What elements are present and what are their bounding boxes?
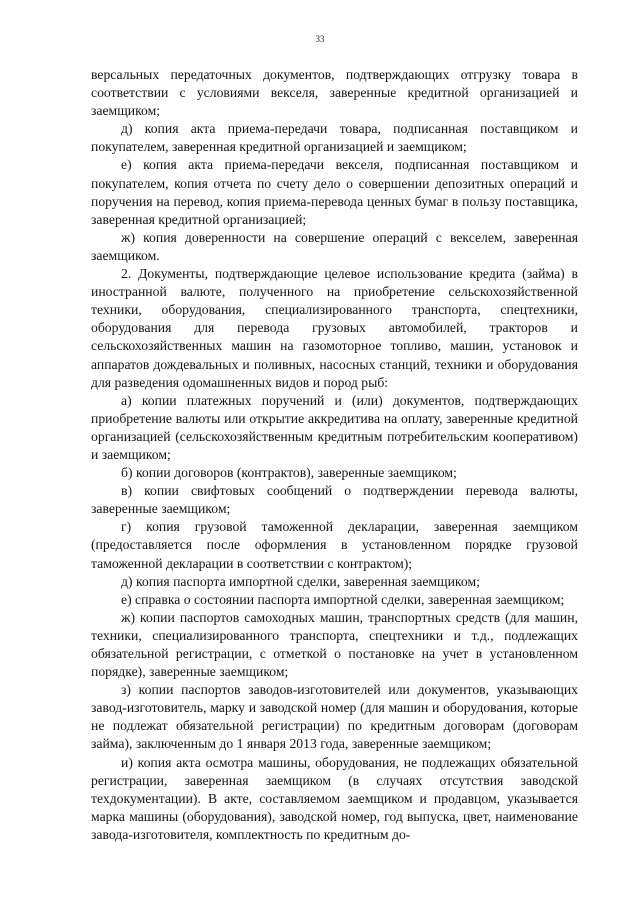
paragraph-item-a: а) копии платежных поручений и (или) документов, подтверждающих приобретение валюты или открытие аккредитива на оплату, заверенные кредитной организацией (сельскохозяйственным кредитным потребительским кооперативом) и заемщиком; <box>91 392 578 462</box>
page-number: 33 <box>315 34 325 44</box>
paragraph-continuation: версальных передаточных документов, подтверждающих отгрузку товара в соответствии с условиями векселя, заверенные кредитной организацией и заемщиком; <box>91 67 578 119</box>
paragraph-item-e2: е) справка о состоянии паспорта импортной сделки, заверенная заемщиком; <box>121 591 565 607</box>
paragraph-item-i: и) копия акта осмотра машины, оборудования, не подлежащих обязательной регистрации, заверенная заемщиком (в случаях отсутствия заводской техдокументации). В акте, составляемом заемщиком и продавцом, указывается марка машины (оборудования), заводской номер, год выпуска, цвет, наименование завода-изготовителя, комплектность по кредитным до- <box>91 754 578 842</box>
paragraph-item-b: б) копии договоров (контрактов), заверенные заемщиком; <box>121 465 457 481</box>
paragraph-item-g: г) копия грузовой таможенной декларации, заверенная заемщиком (предоставляется после оформления в установленном порядке грузовой таможенной декларации в соответствии с контрактом); <box>91 519 578 571</box>
paragraph-item-zh: ж) копия доверенности на совершение операций с векселем, заверенная заемщиком. <box>91 229 578 263</box>
paragraph-item-z: з) копии паспортов заводов-изготовителей или документов, указывающих завод-изготовитель, марку и заводской номер (для машин и оборудования, которые не подлежат обязательной регистрации) по кредитным договорам (договорам займа), заключенным до 1 января 2013 года, заверенные заемщиком; <box>91 682 578 752</box>
paragraph-item-d2: д) копия паспорта импортной сделки, заверенная заемщиком; <box>121 573 480 589</box>
body-text <box>91 66 578 844</box>
paragraph-section-2: 2. Документы, подтверждающие целевое использование кредита (займа) в иностранной валюте, полученного на приобретение сельскохозяйственной техники, оборудования, специализированного транспорта, спецтехники, оборудования для перевода грузовых автомобилей, тракторов и сельскохозяйственных машин на газомоторное топливо, машин, установок и аппаратов дождевальных и поливных, насосных станций, техники и оборудования для разведения одомашненных видов и пород рыб: <box>91 266 578 390</box>
paragraph-item-zh2: ж) копии паспортов самоходных машин, транспортных средств (для машин, техники, специализированного транспорта, спецтехники и т.д., подлежащих обязательной регистрации, с отметкой о постановке на учет в установленном порядке), заверенные заемщиком; <box>91 609 578 680</box>
paragraph-item-d: д) копия акта приема-передачи товара, подписанная поставщиком и покупателем, заверенная кредитной организацией и заемщиком; <box>91 121 578 155</box>
paragraph-item-e: е) копия акта приема-передачи векселя, подписанная поставщиком и покупателем, копия отчета по счету дело о совершении депозитных операций и поручения на перевод, копия приема-перевода ценных бумаг в пользу поставщика, заверенная кредитной организацией; <box>91 157 578 227</box>
paragraph-item-v: в) копии свифтовых сообщений о подтверждении перевода валюты, заверенные заемщиком; <box>91 483 578 517</box>
